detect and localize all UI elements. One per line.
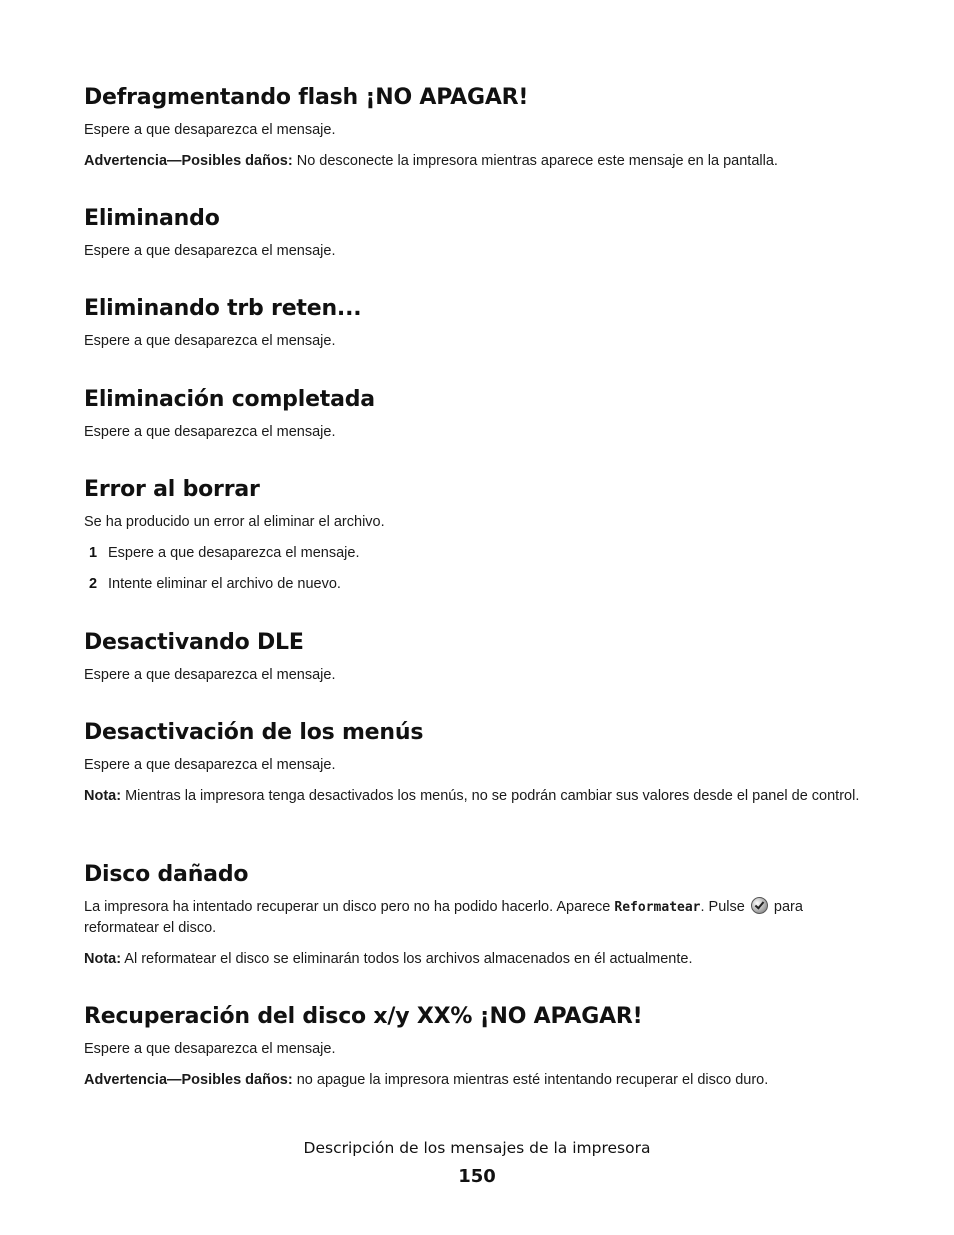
note-paragraph: [84, 786, 874, 806]
footer-title: Descripción de los mensajes de la impresora: [303, 1139, 651, 1157]
section-body: [84, 897, 874, 938]
section-body: Se ha producido un error al eliminar el archivo.: [84, 514, 385, 530]
step-number: 1: [89, 545, 98, 561]
reformatear-code: Reformatear: [614, 900, 701, 915]
section-eliminando: [84, 205, 874, 261]
body-text: para reformatear el disco.: [84, 899, 803, 936]
list-item: [84, 574, 874, 594]
section-body: Espere a que desaparezca el mensaje.: [84, 333, 336, 349]
section-body: Espere a que desaparezca el mensaje.: [84, 122, 336, 138]
body-text: . Pulse: [700, 899, 749, 915]
section-heading: Eliminación completada: [84, 387, 375, 412]
section-body: Espere a que desaparezca el mensaje.: [84, 424, 336, 440]
warning-paragraph: [84, 1070, 874, 1090]
section-defragmentando: [84, 84, 874, 171]
section-body: Espere a que desaparezca el mensaje.: [84, 243, 336, 259]
section-heading: Eliminando: [84, 206, 220, 231]
section-body: Espere a que desaparezca el mensaje.: [84, 667, 336, 683]
note-text: Mientras la impresora tenga desactivados los menús, no se podrán cambiar sus valores desde el panel de control.: [121, 788, 860, 804]
section-heading: Eliminando trb reten...: [84, 296, 362, 321]
warning-label: Advertencia—Posibles daños:: [84, 1072, 293, 1088]
section-recuperacion-disco: [84, 1003, 874, 1090]
section-desactivacion-menus: [84, 719, 874, 806]
warning-paragraph: [84, 151, 874, 171]
body-text: La impresora ha intentado recuperar un disco pero no ha podido hacerlo. Aparece: [84, 899, 615, 915]
list-item: [84, 543, 874, 563]
note-paragraph: [84, 949, 874, 969]
section-heading: Recuperación del disco x/y XX% ¡NO APAGAR!: [84, 1004, 643, 1029]
step-text: Intente eliminar el archivo de nuevo.: [108, 576, 341, 592]
note-text: Al reformatear el disco se eliminarán todos los archivos almacenados en él actualmente.: [121, 951, 693, 967]
section-body: Espere a que desaparezca el mensaje.: [84, 757, 336, 773]
section-eliminando-trb-reten: [84, 295, 874, 351]
section-error-al-borrar: [84, 476, 874, 594]
section-eliminacion-completada: [84, 386, 874, 442]
warning-text: No desconecte la impresora mientras aparece este mensaje en la pantalla.: [292, 153, 778, 169]
section-heading: Disco dañado: [84, 862, 249, 887]
note-label: Nota:: [84, 788, 122, 804]
section-heading: Defragmentando flash ¡NO APAGAR!: [84, 85, 529, 110]
section-heading: Error al borrar: [84, 477, 260, 502]
section-body: Espere a que desaparezca el mensaje.: [84, 1041, 336, 1057]
warning-text: no apague la impresora mientras esté intentando recuperar el disco duro.: [292, 1072, 769, 1088]
note-label: Nota:: [84, 951, 122, 967]
step-number: 2: [89, 576, 98, 592]
section-disco-danado: [84, 861, 874, 969]
warning-label: Advertencia—Posibles daños:: [84, 153, 293, 169]
page-number: 150: [458, 1166, 496, 1187]
checkmark-button-icon: [751, 897, 768, 914]
step-text: Espere a que desaparezca el mensaje.: [108, 545, 360, 561]
section-heading: Desactivando DLE: [84, 630, 304, 655]
section-desactivando-dle: [84, 629, 874, 685]
section-heading: Desactivación de los menús: [84, 720, 424, 745]
